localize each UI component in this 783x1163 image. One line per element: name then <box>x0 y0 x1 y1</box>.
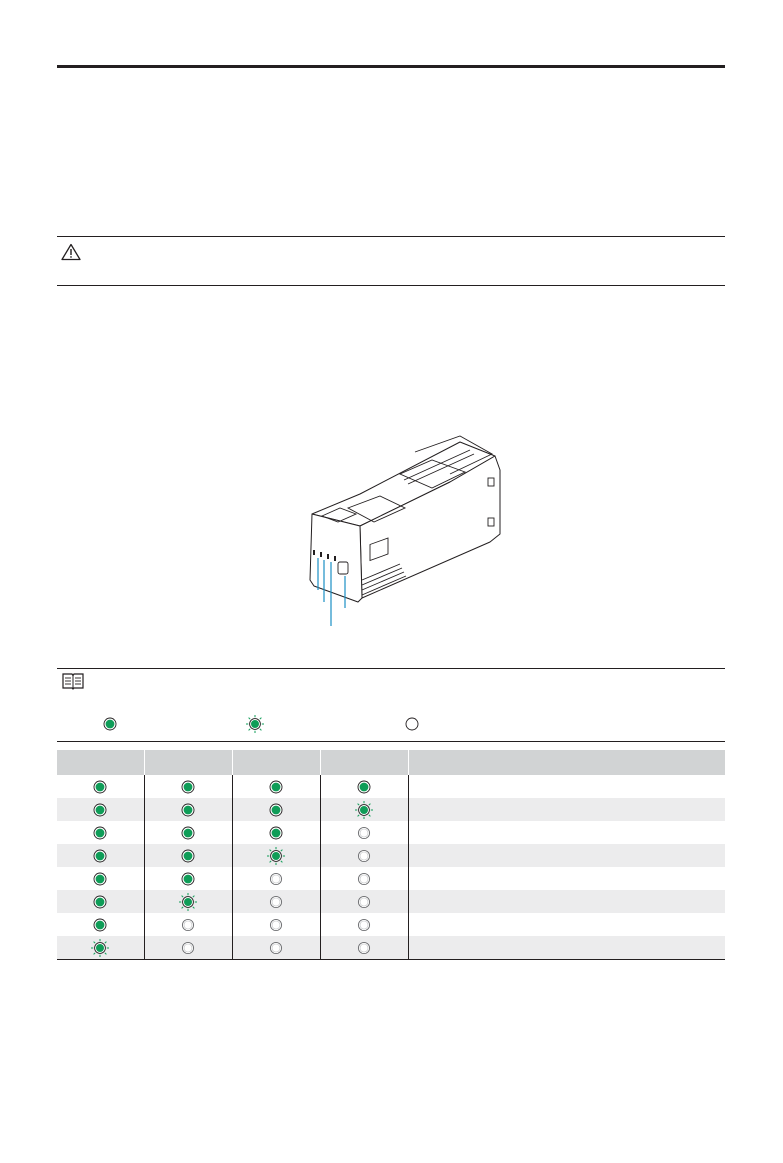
top-rule <box>57 65 725 68</box>
header-led4 <box>320 750 408 775</box>
led-solid-icon <box>90 915 110 935</box>
led1-cell <box>57 936 144 960</box>
led-solid-icon <box>178 846 198 866</box>
table-row <box>57 867 725 890</box>
open-book-icon <box>62 672 84 690</box>
led-off-icon <box>266 938 286 958</box>
led-solid-icon <box>90 823 110 843</box>
led4-cell <box>320 867 408 890</box>
header-led1 <box>57 750 144 775</box>
led-solid-icon <box>178 869 198 889</box>
led4-cell <box>320 844 408 867</box>
warning-triangle-icon <box>61 243 81 261</box>
led1-cell <box>57 775 144 798</box>
led-off-icon <box>354 892 374 912</box>
led-solid-icon <box>178 777 198 797</box>
led-solid-icon <box>178 800 198 820</box>
led-solid-icon <box>103 717 117 731</box>
description-cell <box>408 936 725 960</box>
led-off-icon <box>354 846 374 866</box>
led4-cell <box>320 890 408 913</box>
led3-cell <box>232 890 320 913</box>
led-off-icon <box>266 915 286 935</box>
description-cell <box>408 867 725 890</box>
led-off-icon <box>354 869 374 889</box>
led-solid-icon <box>178 823 198 843</box>
led1-cell <box>57 913 144 936</box>
led4-cell <box>320 913 408 936</box>
led3-cell <box>232 936 320 960</box>
led3-cell <box>232 821 320 844</box>
header-led3 <box>232 750 320 775</box>
led2-cell <box>144 798 232 821</box>
table-row <box>57 844 725 867</box>
led-blinking-icon <box>354 800 374 820</box>
led1-cell <box>57 890 144 913</box>
led3-cell <box>232 798 320 821</box>
description-cell <box>408 775 725 798</box>
led-solid-icon <box>90 846 110 866</box>
table-header-row <box>57 750 725 775</box>
led-off-icon <box>354 938 374 958</box>
table-row <box>57 913 725 936</box>
led-solid-icon <box>90 869 110 889</box>
led4-cell <box>320 775 408 798</box>
header-led2 <box>144 750 232 775</box>
description-cell <box>408 821 725 844</box>
note-box <box>57 668 725 742</box>
description-cell <box>408 913 725 936</box>
led-blinking-icon <box>266 846 286 866</box>
led-solid-icon <box>354 777 374 797</box>
header-description <box>408 750 725 775</box>
led2-cell <box>144 844 232 867</box>
description-cell <box>408 890 725 913</box>
led-solid-icon <box>90 892 110 912</box>
led-off-icon <box>266 869 286 889</box>
table-row <box>57 890 725 913</box>
led1-cell <box>57 844 144 867</box>
led-solid-icon <box>90 777 110 797</box>
led1-cell <box>57 867 144 890</box>
warning-box <box>57 236 725 286</box>
table-row <box>57 936 725 960</box>
table-row <box>57 821 725 844</box>
led1-cell <box>57 821 144 844</box>
led1-cell <box>57 798 144 821</box>
led2-cell <box>144 867 232 890</box>
led2-cell <box>144 936 232 960</box>
battery-illustration <box>300 430 510 630</box>
led3-cell <box>232 913 320 936</box>
led2-cell <box>144 775 232 798</box>
led-off-icon <box>354 915 374 935</box>
led-off-icon <box>354 823 374 843</box>
led4-cell <box>320 936 408 960</box>
led2-cell <box>144 913 232 936</box>
led-off-icon <box>405 717 419 731</box>
led-status-table <box>57 750 725 960</box>
led3-cell <box>232 867 320 890</box>
description-cell <box>408 798 725 821</box>
table-row <box>57 775 725 798</box>
led-off-icon <box>178 915 198 935</box>
led-off-icon <box>266 892 286 912</box>
led-blinking-icon <box>90 938 110 958</box>
led-off-icon <box>178 938 198 958</box>
led-solid-icon <box>266 777 286 797</box>
led3-cell <box>232 844 320 867</box>
led4-cell <box>320 821 408 844</box>
led3-cell <box>232 775 320 798</box>
description-cell <box>408 844 725 867</box>
led-solid-icon <box>90 800 110 820</box>
led2-cell <box>144 821 232 844</box>
led4-cell <box>320 798 408 821</box>
led-blinking-icon <box>246 715 264 733</box>
table-row <box>57 798 725 821</box>
led-blinking-icon <box>178 892 198 912</box>
led2-cell <box>144 890 232 913</box>
led-solid-icon <box>266 800 286 820</box>
led-solid-icon <box>266 823 286 843</box>
